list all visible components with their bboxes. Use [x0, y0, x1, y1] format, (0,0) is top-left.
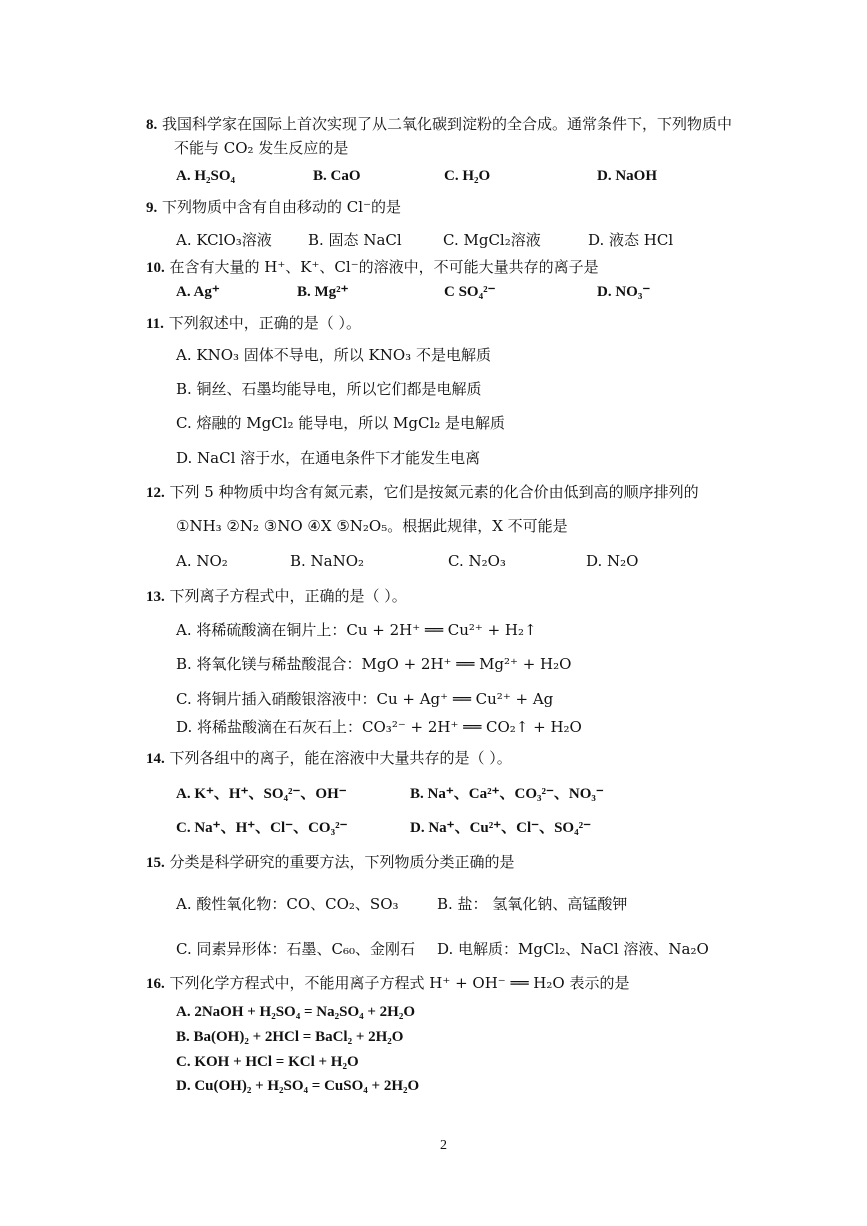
q15-option-a: A. 酸性氧化物：CO、CO₂、SO₃ [176, 895, 399, 913]
q14-stem [146, 748, 512, 769]
q15-option-d: D. 电解质：MgCl₂、NaCl 溶液、Na₂O [437, 940, 709, 958]
q16-number: 16. [146, 976, 165, 992]
q12-option-c: C. N₂O₃ [448, 552, 506, 570]
q15-stem [146, 852, 515, 873]
q12-number: 12. [146, 485, 165, 501]
q13-number: 13. [146, 589, 165, 605]
q12-option-b: B. NaNO₂ [290, 552, 365, 570]
q8-stem-line1: 我国科学家在国际上首次实现了从二氧化碳到淀粉的全合成。通常条件下，下列物质中 [162, 115, 733, 133]
q12-stem-line2: ①NH₃ ②N₂ ③NO ④X ⑤N₂O₅。根据此规律，X 不可能是 [176, 517, 568, 535]
q13-option-d: D. 将稀盐酸滴在石灰石上：CO₃²⁻ + 2H⁺ ══ CO₂↑ + H₂O [176, 718, 582, 736]
q10-stem [146, 257, 599, 278]
q14-option-d: D. Na⁺、Cu²⁺、Cl⁻、SO₄²⁻ [410, 820, 592, 836]
q11-option-a: A. KNO₃ 固体不导电，所以 KNO₃ 不是电解质 [176, 346, 491, 364]
q8-stem-line2: 不能与 CO₂ 发生反应的是 [174, 139, 349, 157]
q14-option-a: A. K⁺、H⁺、SO₄²⁻、OH⁻ [176, 786, 347, 802]
q10-number: 10. [146, 260, 165, 276]
q9-stem-line1: 下列物质中含有自由移动的 Cl⁻的是 [162, 198, 401, 216]
q9-number: 9. [146, 200, 158, 216]
q14-number: 14. [146, 751, 165, 767]
q10-stem-line1: 在含有大量的 H⁺、K⁺、Cl⁻的溶液中，不可能大量共存的离子是 [169, 258, 599, 276]
q9-stem [146, 197, 401, 218]
q16-option-b: B. Ba(OH)₂ + 2HCl = BaCl₂ + 2H₂O [176, 1029, 404, 1045]
q16-option-c: C. KOH + HCl = KCl + H₂O [176, 1054, 359, 1070]
q12-stem-line1: 下列 5 种物质中均含有氮元素，它们是按氮元素的化合价由低到高的顺序排列的 [169, 483, 699, 501]
q13-option-a: A. 将稀硫酸滴在铜片上：Cu + 2H⁺ ══ Cu²⁺ + H₂↑ [176, 621, 537, 639]
q15-option-c: C. 同素异形体：石墨、C₆₀、金刚石 [176, 940, 415, 958]
q13-option-b: B. 将氧化镁与稀盐酸混合：MgO + 2H⁺ ══ Mg²⁺ + H₂O [176, 655, 572, 673]
q8-option-c: C. H₂O [444, 168, 491, 184]
q9-option-c: C. MgCl₂溶液 [443, 231, 541, 249]
q11-option-b: B. 铜丝、石墨均能导电，所以它们都是电解质 [176, 380, 482, 398]
q8-option-b: B. CaO [313, 168, 361, 184]
q10-option-b: B. Mg²⁺ [297, 284, 349, 300]
q12-option-d: D. N₂O [586, 552, 639, 570]
q10-option-d: D. NO₃⁻ [597, 284, 651, 300]
q14-stem-line1: 下列各组中的离子，能在溶液中大量共存的是（ ）。 [169, 749, 512, 767]
q8-stem [146, 114, 732, 135]
q10-option-a: A. Ag⁺ [176, 284, 220, 300]
q9-option-d: D. 液态 HCl [588, 231, 674, 249]
q14-option-b: B. Na⁺、Ca²⁺、CO₃²⁻、NO₃⁻ [410, 786, 604, 802]
q13-stem [146, 586, 407, 607]
q15-stem-line1: 分类是科学研究的重要方法，下列物质分类正确的是 [169, 853, 515, 871]
q8-number: 8. [146, 117, 158, 133]
q8-option-a: A. H₂SO₄ [176, 168, 236, 184]
q11-number: 11. [146, 316, 164, 332]
q12-stem [146, 482, 699, 503]
q16-option-a: A. 2NaOH + H₂SO₄ = Na₂SO₄ + 2H₂O [176, 1004, 415, 1020]
q11-stem [146, 313, 361, 334]
page-number: 2 [440, 1138, 447, 1153]
q9-option-a: A. KClO₃溶液 [176, 231, 272, 249]
q12-option-a: A. NO₂ [176, 552, 228, 570]
q13-option-c: C. 将铜片插入硝酸银溶液中：Cu + Ag⁺ ══ Cu²⁺ + Ag [176, 690, 554, 708]
q14-option-c: C. Na⁺、H⁺、Cl⁻、CO₃²⁻ [176, 820, 348, 836]
q10-option-c: C SO₄²⁻ [444, 284, 496, 300]
q16-option-d: D. Cu(OH)₂ + H₂SO₄ = CuSO₄ + 2H₂O [176, 1078, 420, 1094]
q11-option-c: C. 熔融的 MgCl₂ 能导电，所以 MgCl₂ 是电解质 [176, 414, 506, 432]
q13-stem-line1: 下列离子方程式中，正确的是（ ）。 [169, 587, 407, 605]
q16-stem [146, 973, 629, 994]
q9-option-b: B. 固态 NaCl [308, 231, 402, 249]
q16-stem-line1: 下列化学方程式中，不能用离子方程式 H⁺ + OH⁻ ══ H₂O 表示的是 [169, 974, 630, 992]
q15-number: 15. [146, 855, 165, 871]
q11-option-d: D. NaCl 溶于水，在通电条件下才能发生电离 [176, 449, 481, 467]
q15-option-b: B. 盐： 氢氧化钠、高锰酸钾 [437, 895, 628, 913]
q11-stem-line1: 下列叙述中，正确的是（ ）。 [168, 314, 361, 332]
q8-option-d: D. NaOH [597, 168, 657, 184]
